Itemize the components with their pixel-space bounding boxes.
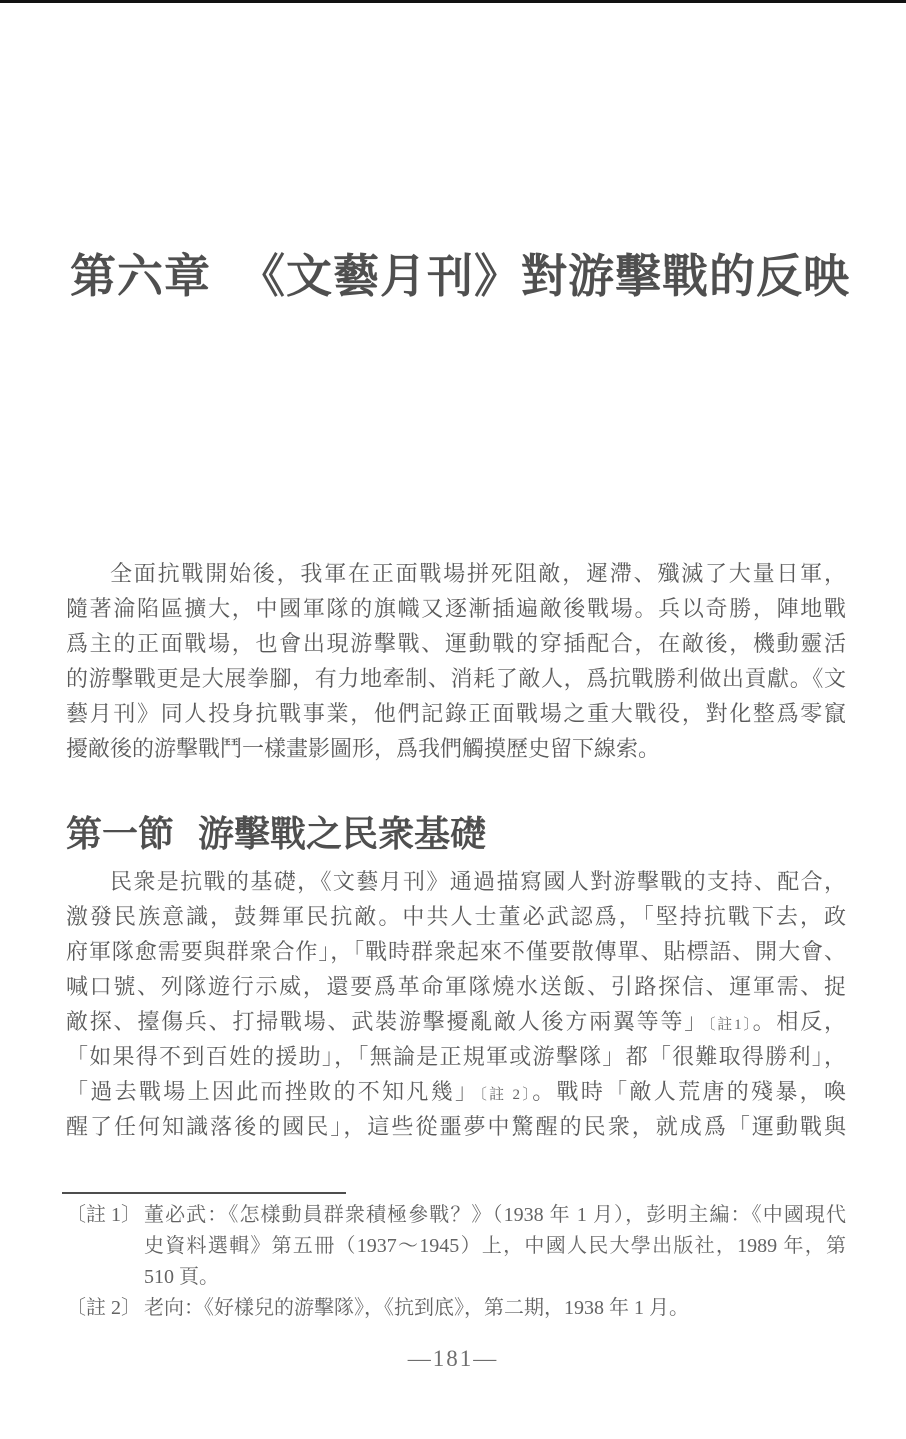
body-line-text: 敵探、擡傷兵、打掃戰場、武裝游擊擾亂敵人後方兩翼等等」	[66, 1009, 709, 1034]
footnote-1	[66, 1200, 846, 1293]
footnote-ref-1: 〔註1〕	[708, 1017, 753, 1033]
body-line: 的游擊戰更是大展拳腳，有力地牽制、消耗了敵人，爲抗戰勝利做出貢獻。《文	[66, 666, 846, 691]
footnote-line: 老向：《好樣兒的游擊隊》，《抗到底》，第二期，1938 年 1 月。	[144, 1297, 689, 1319]
footnote-line: 史資料選輯》第五冊（1937～1945）上，中國人民大學出版社，1989 年，第	[144, 1235, 846, 1257]
footnotes	[66, 1200, 846, 1324]
footnote-2	[66, 1293, 846, 1324]
body-line: 激發民族意識，鼓舞軍民抗敵。中共人士董必武認爲，「堅持抗戰下去，政	[66, 904, 846, 929]
body-line: 喊口號、列隊遊行示威，還要爲革命軍隊燒水送飯、引路探信、運軍需、捉	[66, 974, 846, 999]
body-line-text: 「過去戰場上因此而挫敗的不知凡幾」	[66, 1079, 480, 1104]
chapter-title: 《文藝月刊》對游擊戰的反映	[239, 251, 850, 302]
body-line: 全面抗戰開始後，我軍在正面戰場拼死阻敵，遲滯、殲滅了大量日軍，	[110, 561, 846, 586]
body-line: 民衆是抗戰的基礎，《文藝月刊》通過描寫國人對游擊戰的支持、配合，	[110, 869, 846, 894]
footnote-line: 董必武：《怎樣動員群衆積極參戰？》（1938 年 1 月），彭明主編：《中國現代	[144, 1204, 846, 1226]
footnote-1-marker: 〔註 1〕	[66, 1204, 141, 1226]
footnote-ref-2: 〔註 2〕	[479, 1087, 533, 1103]
body-line-text: 。相反，	[752, 1009, 846, 1034]
body-line-text: 。戰時「敵人荒唐的殘暴，喚	[532, 1079, 846, 1104]
footnote-separator	[62, 1192, 346, 1194]
body-line: 藝月刊》同人投身抗戰事業，他們記錄正面戰場之重大戰役，對化整爲零竄	[66, 701, 846, 726]
body-line	[66, 1004, 846, 1039]
paragraph-section-body	[66, 864, 846, 1144]
page-number: —181—	[407, 1346, 499, 1371]
section-number: 第一節	[66, 814, 175, 854]
body-line: 隨著淪陷區擴大，中國軍隊的旗幟又逐漸插遍敵後戰場。兵以奇勝，陣地戰	[66, 596, 846, 621]
footnote-line: 510 頁。	[144, 1266, 219, 1288]
section-heading	[66, 806, 486, 857]
body-line	[66, 1074, 846, 1109]
body-line: 醒了任何知識落後的國民」，這些從噩夢中驚醒的民衆，就成爲「運動戰與	[66, 1114, 846, 1139]
body-line: 「如果得不到百姓的援助」，「無論是正規軍或游擊隊」都「很難取得勝利」，	[66, 1044, 846, 1069]
chapter-number: 第六章	[70, 251, 211, 302]
body-line: 府軍隊愈需要與群衆合作」，「戰時群衆起來不僅要散傳單、貼標語、開大會、	[66, 939, 846, 964]
scan-edge-artifact	[0, 0, 906, 3]
paragraph-intro	[66, 556, 846, 766]
body-line: 爲主的正面戰場，也會出現游擊戰、運動戰的穿插配合，在敵後，機動靈活	[66, 631, 846, 656]
body-line: 擾敵後的游擊戰鬥一樣畫影圖形，爲我們觸摸歷史留下線索。	[66, 736, 661, 761]
footnote-2-marker: 〔註 2〕	[66, 1297, 141, 1319]
section-title: 游擊戰之民衆基礎	[198, 814, 487, 854]
chapter-heading	[70, 240, 850, 306]
